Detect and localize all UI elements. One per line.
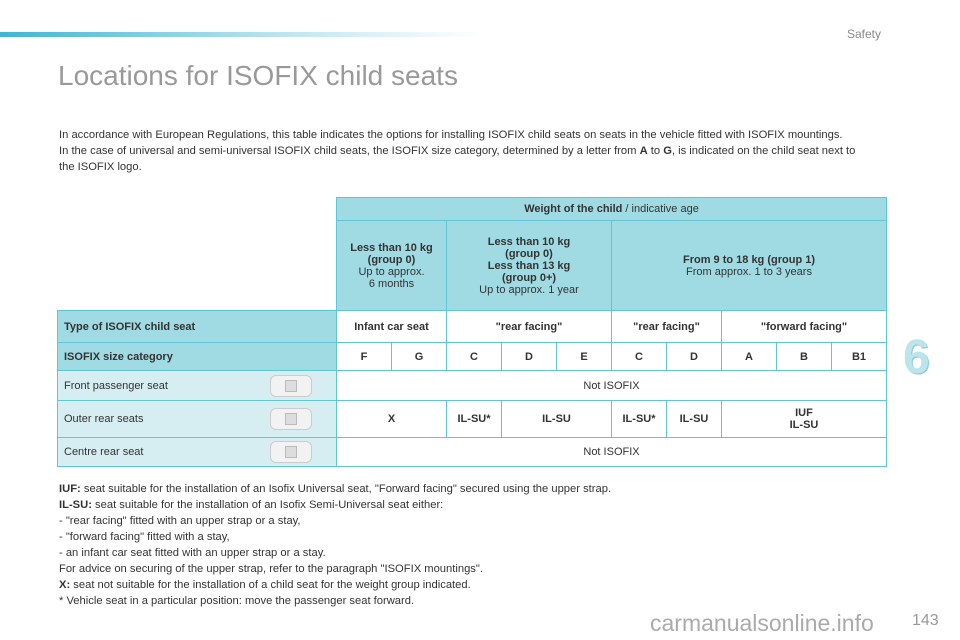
page-number: 143 (912, 612, 939, 629)
table-cell: IL-SU (502, 401, 612, 438)
table-cell: G (392, 343, 447, 371)
table-cell: IL-SU (667, 401, 722, 438)
table-cell: Not ISOFIX (337, 371, 887, 401)
table-cell (58, 221, 337, 311)
table-cell: B1 (832, 343, 887, 371)
table-row (58, 438, 887, 467)
table-cell: D (667, 343, 722, 371)
table-cell: "rear facing" (612, 311, 722, 343)
table-cell: D (502, 343, 557, 371)
group-header: Less than 10 kg (group 0) Up to approx. 6 months (337, 221, 447, 311)
table-cell: IUF IL-SU (722, 401, 887, 438)
weight-header: Weight of the child / indicative age (337, 198, 887, 221)
table-cell: C (612, 343, 667, 371)
watermark: carmanualsonline.info (650, 610, 874, 636)
table-row (58, 371, 887, 401)
group-header: Less than 10 kg (group 0) Less than 13 kg (group 0+) Up to approx. 1 year (447, 221, 612, 311)
table-cell: A (722, 343, 777, 371)
section-title: Safety (847, 27, 882, 41)
table-cell: B (777, 343, 832, 371)
table-cell: "forward facing" (722, 311, 887, 343)
isofix-table (57, 197, 887, 467)
table-cell: C (447, 343, 502, 371)
car-seat-icon (270, 375, 312, 397)
table-cell: Centre rear seat (58, 438, 337, 467)
table-cell: Type of ISOFIX child seat (58, 311, 337, 343)
table-cell: IL-SU* (612, 401, 667, 438)
table-cell: Front passenger seat (58, 371, 337, 401)
notes: IUF: seat suitable for the installation of an Isofix Universal seat, "Forward facing" secured using the upper strap. IL-SU: seat suitable for the installation of an Isofix Semi-Universal seat either: - "rear facing" fitted with an upper strap or a stay, - "forward facing" fitted with a stay, - an infant car seat fitted with an upper strap or a stay. For advice on securing of the upper strap, refer to the paragraph "ISOFIX mountings". X: seat not suitable for the installation of a child seat for the weight group indicated. * Vehicle seat in a particular position: move the passenger seat forward. (59, 483, 612, 607)
table-row (58, 401, 887, 438)
group-header: From 9 to 18 kg (group 1) From approx. 1 to 3 years (612, 221, 887, 311)
table-cell: Infant car seat (337, 311, 447, 343)
table-cell: X (337, 401, 447, 438)
table-cell: Not ISOFIX (337, 438, 887, 467)
car-seat-icon (270, 441, 312, 463)
table-cell: ISOFIX size category (58, 343, 337, 371)
intro-text: In accordance with European Regulations, this table indicates the options for installing ISOFIX child seats on seats in the vehicle fitted with ISOFIX mountings. In the case of universal and semi-universal ISOFIX child seats, the ISOFIX size category, determined by a letter from A to G, is indicated on the child seat next to the ISOFIX logo. (59, 129, 856, 173)
header-accent-bar (0, 32, 480, 37)
table-cell (58, 198, 337, 221)
table-cell: F (337, 343, 392, 371)
car-seat-icon (270, 408, 312, 430)
chapter-number: 6 (903, 331, 930, 384)
table-cell: IL-SU* (447, 401, 502, 438)
table-cell: E (557, 343, 612, 371)
table-cell: "rear facing" (447, 311, 612, 343)
table-cell: Outer rear seats (58, 401, 337, 438)
page-title: Locations for ISOFIX child seats (58, 60, 458, 91)
